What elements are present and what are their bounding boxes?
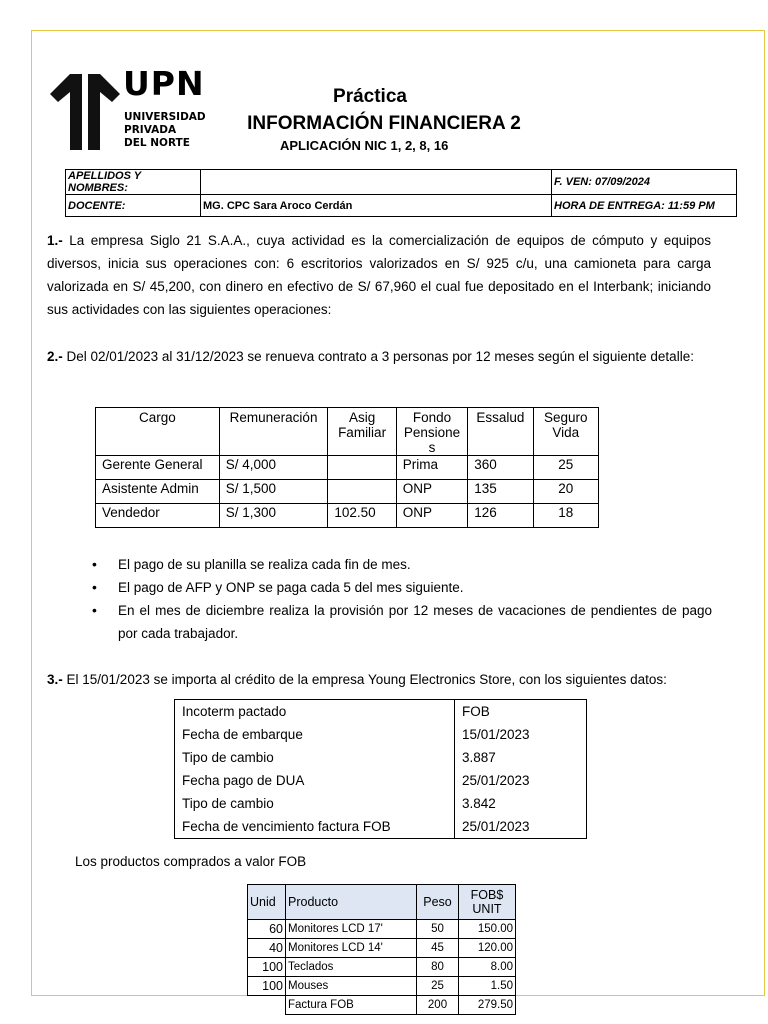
upn-logo-icon <box>50 68 120 150</box>
course-label: APLICACIÓN NIC 1, 2, 8, 16 <box>280 138 449 153</box>
list-item: • En el mes de diciembre realiza la provisión por 12 meses de vacaciones de pendientes de pago por cada trabajador. <box>92 599 712 645</box>
table-row: 100 Teclados 80 8.00 <box>248 958 516 977</box>
logo-brand: UPN <box>123 64 205 103</box>
teacher-name: MG. CPC Sara Aroco Cerdán <box>201 195 552 217</box>
products-header: Peso <box>417 885 459 920</box>
table-row: Incoterm pactado FOB <box>175 700 587 724</box>
question-2: 2.- Del 02/01/2023 al 31/12/2023 se renueva contrato a 3 personas por 12 meses según el siguiente detalle: <box>47 349 694 364</box>
payroll-header: Seguro Vida <box>533 408 598 456</box>
names-label: APELLIDOS Y NOMBRES: <box>66 170 201 195</box>
table-row: Fecha de embarque 15/01/2023 <box>175 723 587 746</box>
table-row: Tipo de cambio 3.842 <box>175 792 587 815</box>
payroll-table <box>95 407 599 528</box>
import-table <box>174 699 587 839</box>
table-row: 100 Mouses 25 1.50 <box>248 977 516 996</box>
payroll-header: Cargo <box>96 408 220 456</box>
doc-subtitle: INFORMACIÓN FINANCIERA 2 <box>247 113 521 134</box>
list-item: • El pago de su planilla se realiza cada fin de mes. <box>92 553 712 576</box>
table-row: Fecha de vencimiento factura FOB 25/01/2023 <box>175 815 587 839</box>
payroll-header: Remuneración <box>219 408 328 456</box>
products-header: FOB$ UNIT <box>459 885 516 920</box>
delivery-time: HORA DE ENTREGA: 11:59 PM <box>552 195 737 217</box>
due-date: F. VEN: 07/09/2024 <box>552 170 737 195</box>
products-table <box>247 884 516 1015</box>
table-row: Gerente General S/ 4,000 Prima 360 25 <box>96 456 599 480</box>
payroll-header: Asig Familiar <box>328 408 396 456</box>
payroll-header: Essalud <box>468 408 533 456</box>
student-info-table <box>65 169 737 217</box>
bullet-list <box>92 553 712 645</box>
table-row: Fecha pago de DUA 25/01/2023 <box>175 769 587 792</box>
table-row: Asistente Admin S/ 1,500 ONP 135 20 <box>96 480 599 504</box>
doc-title: Práctica <box>333 86 407 107</box>
table-row: Tipo de cambio 3.887 <box>175 746 587 769</box>
products-header: Producto <box>286 885 417 920</box>
table-row-total: Factura FOB 200 279.50 <box>248 996 516 1015</box>
question-3: 3.- El 15/01/2023 se importa al crédito de la empresa Young Electronics Store, con los siguientes datos: <box>47 672 667 687</box>
products-header: Unid <box>248 885 286 920</box>
question-1: 1.- La empresa Siglo 21 S.A.A., cuya actividad es la comercialización de equipos de cómputo y equipos diversos, inicia sus operaciones con: 6 escritorios valorizados en S/ 925 c/u, una camioneta para carga valorizada en S/ 45,200, con dinero en efectivo de S/ 67,960 el cual fue depositado en el Interbank; iniciando sus actividades con las siguientes operaciones: <box>47 233 711 317</box>
table-row: 60 Monitores LCD 17' 50 150.00 <box>248 920 516 939</box>
names-field[interactable] <box>201 170 552 195</box>
payroll-header: Fondo Pensione s <box>396 408 467 456</box>
products-label: Los productos comprados a valor FOB <box>75 854 307 869</box>
list-item: • El pago de AFP y ONP se paga cada 5 del mes siguiente. <box>92 576 712 599</box>
teacher-label: DOCENTE: <box>66 195 201 217</box>
table-row: Vendedor S/ 1,300 102.50 ONP 126 18 <box>96 504 599 528</box>
logo-subtitle: UNIVERSIDAD PRIVADA DEL NORTE <box>124 111 206 149</box>
table-row: 40 Monitores LCD 14' 45 120.00 <box>248 939 516 958</box>
